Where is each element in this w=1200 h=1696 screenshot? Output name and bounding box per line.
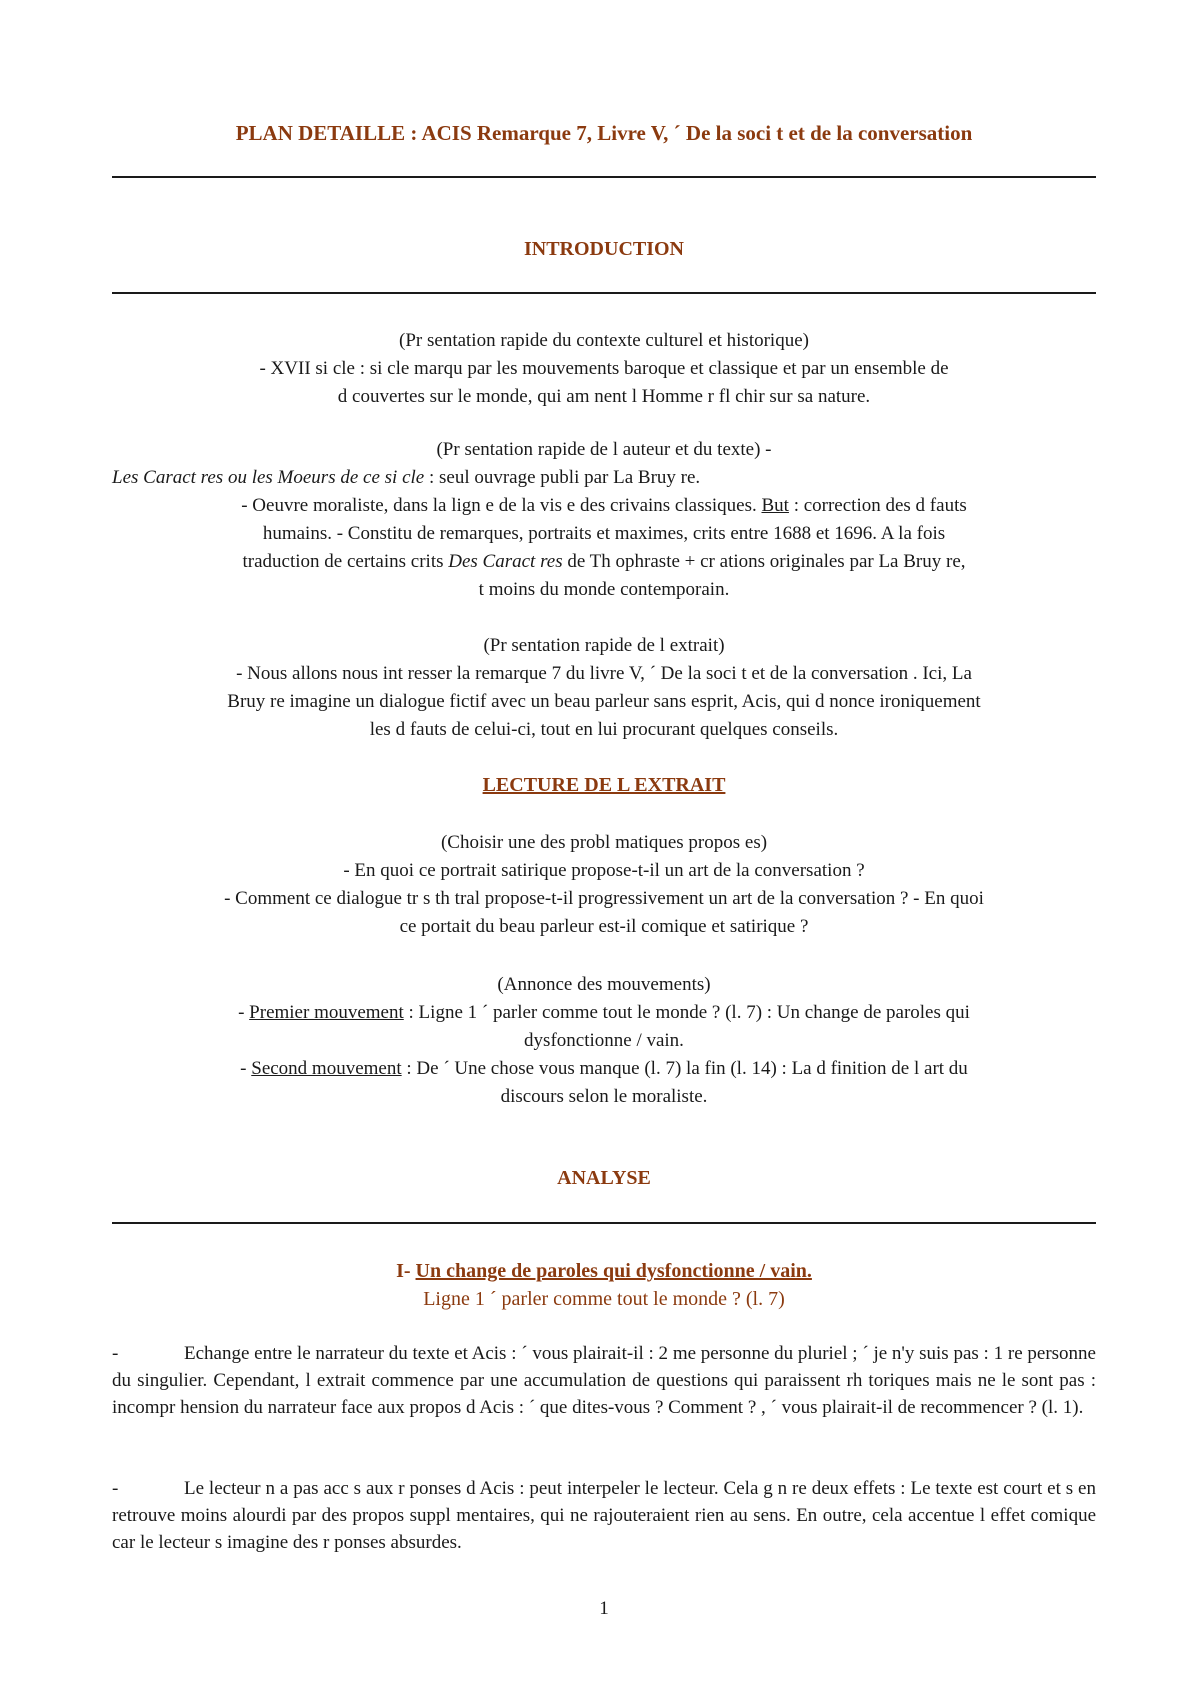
author-line (112, 464, 1096, 492)
author-line: - Oeuvre moraliste, dans la lign e de la vis e des crivains classiques. But : correction des d fauts (241, 495, 967, 516)
divider (112, 1222, 1096, 1224)
author-line: traduction de certains crits Des Caract res de Th ophraste + cr ations originales par La Bruy re, (242, 551, 966, 572)
work-rest: : seul ouvrage publi par La Bruy re. (424, 467, 701, 488)
extract-section (112, 632, 1096, 744)
problematic-question: - Comment ce dialogue tr s th tral propose-t-il progressivement un art de la conversation ? - En quoi (224, 888, 984, 909)
introduction-heading: INTRODUCTION (523, 238, 685, 260)
context-label: (Pr sentation rapide du contexte culturel et historique) (399, 330, 809, 351)
part-1-title: I- Un change de paroles qui dysfonctionne / vain. (396, 1260, 812, 1282)
movement-line: discours selon le moraliste. (500, 1086, 708, 1107)
author-label: (Pr sentation rapide de l auteur et du texte) - (436, 439, 772, 460)
extract-line: - Nous allons nous int resser la remarque 7 du livre V, ´ De la soci t et de la conversation . Ici, La (236, 663, 972, 684)
but-label: But (761, 495, 789, 516)
divider (112, 176, 1096, 178)
movements-label: (Annonce des mouvements) (497, 974, 711, 995)
page-number: 1 (599, 1598, 609, 1619)
divider (112, 292, 1096, 294)
movements-section (112, 971, 1096, 1111)
lecture-heading: LECTURE DE L EXTRAIT (482, 774, 726, 796)
problematic-question: ce portait du beau parleur est-il comique et satirique ? (399, 916, 809, 937)
extract-line: Bruy re imagine un dialogue fictif avec un beau parleur sans esprit, Acis, qui d nonce ironiquement (227, 691, 981, 712)
work-title: Les Caract res ou les Moeurs de ce si cle (112, 467, 425, 488)
author-section (112, 436, 1096, 604)
author-line: humains. - Constitu de remarques, portraits et maximes, crits entre 1688 et 1696. A la fois (262, 523, 946, 544)
context-line: - XVII si cle : si cle marqu par les mouvements baroque et classique et par un ensemble de (259, 358, 949, 379)
problematics-section (112, 829, 1096, 941)
part-1-header (112, 1257, 1096, 1313)
movement-line: - Premier mouvement : Ligne 1 ´ parler comme tout le monde ? (l. 7) : Un change de paroles qui (238, 1002, 970, 1023)
movement-line: dysfonctionne / vain. (524, 1030, 684, 1051)
problematic-question: - En quoi ce portrait satirique propose-t-il un art de la conversation ? (343, 860, 865, 881)
movement-1-label: Premier mouvement (249, 1002, 404, 1023)
movement-2-label: Second mouvement (251, 1058, 402, 1079)
problematics-label: (Choisir une des probl matiques propos es) (440, 832, 768, 853)
analysis-paragraph: - Le lecteur n a pas acc s aux r ponses d Acis : peut interpeler le lecteur. Cela g n re deux effets : Le texte est court et s en retrouve moins alourdi par des propos suppl mentaires, qui ne rajouteraient rien au sens. En outre, cela accentue l effet comique car le lecteur s imagine des r ponses absurdes. (112, 1478, 1096, 1553)
theophraste-work: Des Caract res (448, 551, 563, 572)
author-line: t moins du monde contemporain. (478, 579, 730, 600)
context-section (112, 327, 1096, 411)
extract-label: (Pr sentation rapide de l extrait) (483, 635, 725, 656)
movement-line: - Second mouvement : De ´ Une chose vous manque (l. 7) la fin (l. 14) : La d finition de l art du (240, 1058, 968, 1079)
analyse-heading: ANALYSE (557, 1167, 651, 1189)
document-title: PLAN DETAILLE : ACIS Remarque 7, Livre V, ´ De la soci t et de la conversation (235, 121, 973, 145)
extract-line: les d fauts de celui-ci, tout en lui procurant quelques conseils. (369, 719, 839, 740)
analysis-paragraph: - Echange entre le narrateur du texte et Acis : ´ vous plairait-il : 2 me personne du pluriel ; ´ je n'y suis pas : 1 re personne du singulier. Cependant, l extrait commence par une accumulation de questions qui paraissent rh toriques mais ne le sont pas : incompr hension du narrateur face aux propos d Acis : ´ que dites-vous ? Comment ? , ´ vous plairait-il de recommencer ? (l. 1). (112, 1343, 1096, 1418)
context-line: d couvertes sur le monde, qui am nent l Homme r fl chir sur sa nature. (337, 386, 871, 407)
part-1-subtitle: Ligne 1 ´ parler comme tout le monde ? (l. 7) (423, 1288, 785, 1310)
